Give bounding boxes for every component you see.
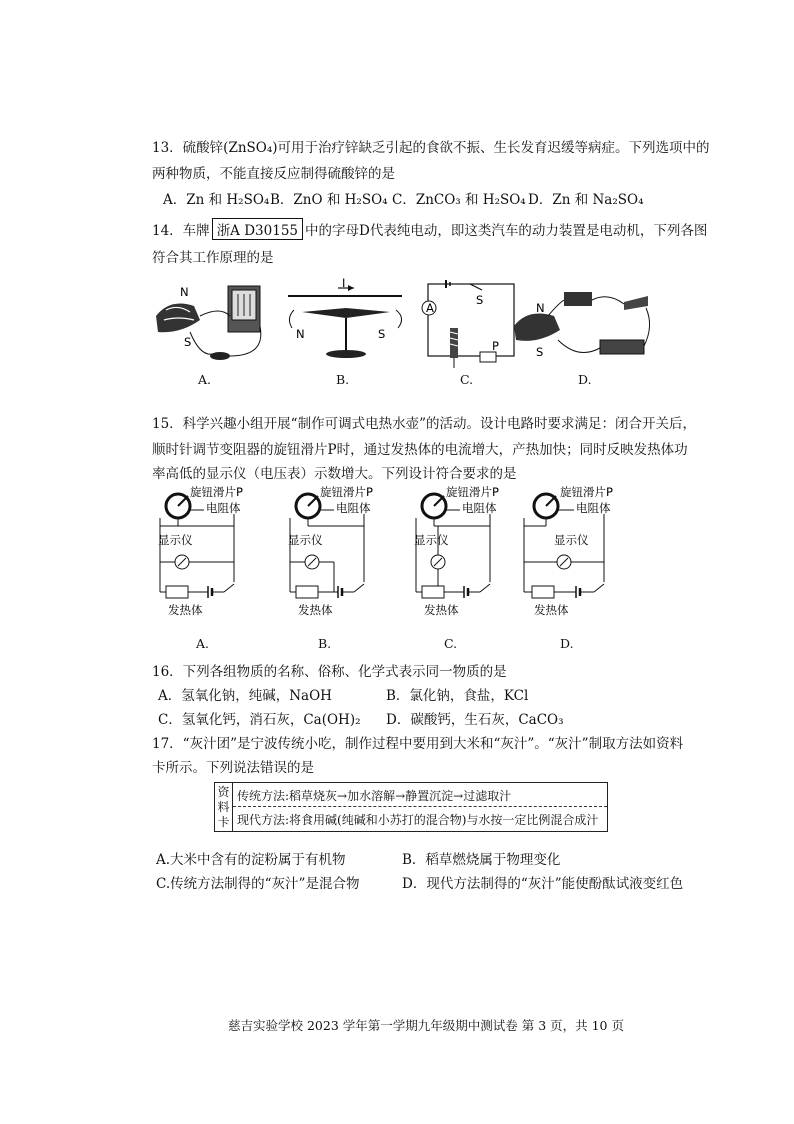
q15-caption-b: B. bbox=[318, 636, 332, 651]
q16-option-d: D．碳酸钙，生石灰，CaCO₃ bbox=[386, 712, 564, 728]
switch bbox=[354, 584, 364, 592]
switch bbox=[624, 296, 648, 310]
q17-option-c: C.传统方法制得的“灰汁”是混合物 bbox=[156, 876, 360, 892]
info-card bbox=[214, 782, 608, 832]
knob-label: 旋钮滑片P bbox=[320, 486, 373, 499]
switch bbox=[594, 584, 604, 592]
license-plate: 浙A D30155 bbox=[212, 218, 303, 240]
meter-label: 显示仪 bbox=[554, 533, 589, 547]
switch-label: S bbox=[476, 293, 484, 307]
heater-label: 发热体 bbox=[298, 603, 333, 617]
q15-circuit-b bbox=[286, 486, 386, 622]
q13-option-c: C．ZnCO₃ 和 H₂SO₄ bbox=[392, 192, 526, 208]
q16-line1: 16．下列各组物质的名称、俗称、化学式表示同一物质的是 bbox=[152, 664, 507, 680]
resistor-label: 电阻体 bbox=[576, 501, 611, 515]
page-footer: 慈吉实验学校 2023 学年第一学期九年级期中测试卷 第 3 页，共 10 页 bbox=[228, 1018, 624, 1033]
q17-line1: 17．“灰汁团”是宁波传统小吃，制作过程中要用到大米和“灰汁”。“灰汁”制取方法如资料 bbox=[152, 736, 684, 752]
q16-option-a: A．氢氧化钠，纯碱，NaOH bbox=[158, 688, 332, 704]
resistor-label: 电阻体 bbox=[206, 501, 241, 515]
q15-line3: 率高低的显示仪（电压表）示数增大。下列设计符合要求的是 bbox=[152, 466, 517, 482]
meter-label: 显示仪 bbox=[288, 533, 323, 547]
q15-line1: 15．科学兴趣小组开展“制作可调式电热水壶”的活动。设计电路时要求满足：闭合开关后， bbox=[152, 416, 696, 432]
rheostat bbox=[480, 352, 496, 362]
label-s: S bbox=[184, 335, 192, 349]
label-s: S bbox=[536, 345, 544, 359]
heater-label: 发热体 bbox=[168, 603, 203, 617]
heater bbox=[296, 586, 318, 598]
q15-line2: 顺时针调节变阻器的旋钮滑片P时，通过发热体的电流增大，产热加快；同时反映发热体功 bbox=[152, 442, 688, 458]
switch bbox=[210, 352, 230, 360]
card-divider bbox=[233, 806, 607, 807]
rheostat bbox=[600, 340, 644, 354]
q14-suffix: 中的字母D代表纯电动，即这类汽车的动力装置是电动机，下列各图 bbox=[305, 223, 708, 239]
meter-label: 显示仪 bbox=[414, 533, 449, 547]
resistor-label: 电阻体 bbox=[336, 501, 371, 515]
heater bbox=[422, 586, 444, 598]
q14-line1 bbox=[152, 218, 707, 240]
info-card-heading: 资 料 卡 bbox=[215, 783, 233, 831]
label-n: N bbox=[296, 327, 305, 341]
q15-caption-d: D. bbox=[560, 636, 574, 651]
q14-figure-d bbox=[508, 276, 658, 372]
knob-label: 旋钮滑片P bbox=[560, 486, 613, 499]
needle-stand bbox=[326, 350, 366, 358]
q14-line2: 符合其工作原理的是 bbox=[152, 250, 274, 266]
magnet-coil bbox=[514, 314, 560, 341]
rotation-arrow-right bbox=[396, 310, 402, 328]
label-s: S bbox=[378, 327, 386, 341]
current-label: I bbox=[342, 278, 346, 290]
switch bbox=[224, 584, 234, 592]
heater bbox=[166, 586, 188, 598]
q14-prefix: 14．车牌 bbox=[152, 223, 210, 239]
knob-label: 旋钮滑片P bbox=[190, 486, 243, 499]
q16-option-b: B．氯化钠，食盐，KCl bbox=[386, 688, 529, 704]
q14-caption-b: B. bbox=[336, 372, 350, 387]
heater-label: 发热体 bbox=[534, 603, 569, 617]
q14-figure-b bbox=[282, 278, 410, 368]
knob-label: 旋钮滑片P bbox=[446, 486, 499, 499]
q17-option-b: B．稻草燃烧属于物理变化 bbox=[402, 852, 561, 868]
q13-option-d: D．Zn 和 Na₂SO₄ bbox=[528, 192, 644, 208]
battery-pack bbox=[564, 292, 592, 306]
traditional-method: 传统方法:稻草烧灰→加水溶解→静置沉淀→过滤取汁 bbox=[237, 789, 512, 803]
resistor-label: 电阻体 bbox=[462, 501, 497, 515]
meter-label: 显示仪 bbox=[158, 533, 193, 547]
q15-circuit-c bbox=[412, 486, 512, 622]
heater bbox=[532, 586, 554, 598]
q14-caption-c: C. bbox=[460, 372, 474, 387]
q14-figure-c bbox=[420, 276, 520, 372]
slider-label: P bbox=[492, 339, 499, 353]
modern-method: 现代方法:将食用碱(纯碱和小苏打的混合物)与水按一定比例混合成汁 bbox=[237, 813, 599, 827]
label-n: N bbox=[180, 285, 189, 299]
q13-line2: 两种物质，不能直接反应制得硫酸锌的是 bbox=[152, 166, 395, 182]
q14-caption-d: D. bbox=[578, 372, 592, 387]
q13-option-b: B．ZnO 和 H₂SO₄ bbox=[270, 192, 388, 208]
q14-caption-a: A. bbox=[198, 372, 212, 387]
q14-figure-a bbox=[150, 276, 270, 368]
heater-label: 发热体 bbox=[424, 603, 459, 617]
q15-circuit-a bbox=[156, 486, 256, 622]
switch bbox=[470, 284, 482, 290]
ammeter-label: A bbox=[426, 301, 434, 315]
rotation-arrow-left bbox=[289, 310, 294, 328]
q13-option-a: A．Zn 和 H₂SO₄ bbox=[163, 192, 270, 208]
compass-needle bbox=[302, 308, 390, 318]
label-n: N bbox=[536, 301, 545, 315]
q15-caption-c: C. bbox=[444, 636, 458, 651]
q17-option-d: D．现代方法制得的“灰汁”能使酚酞试液变红色 bbox=[402, 876, 684, 892]
q17-option-a: A.大米中含有的淀粉属于有机物 bbox=[156, 852, 346, 868]
q16-option-c: C．氢氧化钙，消石灰，Ca(OH)₂ bbox=[158, 712, 361, 728]
q17-line2: 卡所示。下列说法错误的是 bbox=[152, 760, 314, 776]
q15-circuit-d bbox=[520, 486, 624, 622]
q15-caption-a: A. bbox=[196, 636, 210, 651]
switch bbox=[480, 584, 490, 592]
q13-line1: 13．硫酸锌(ZnSO₄)可用于治疗锌缺乏引起的食欲不振、生长发育迟缓等病症。下列选项中的 bbox=[152, 140, 710, 156]
